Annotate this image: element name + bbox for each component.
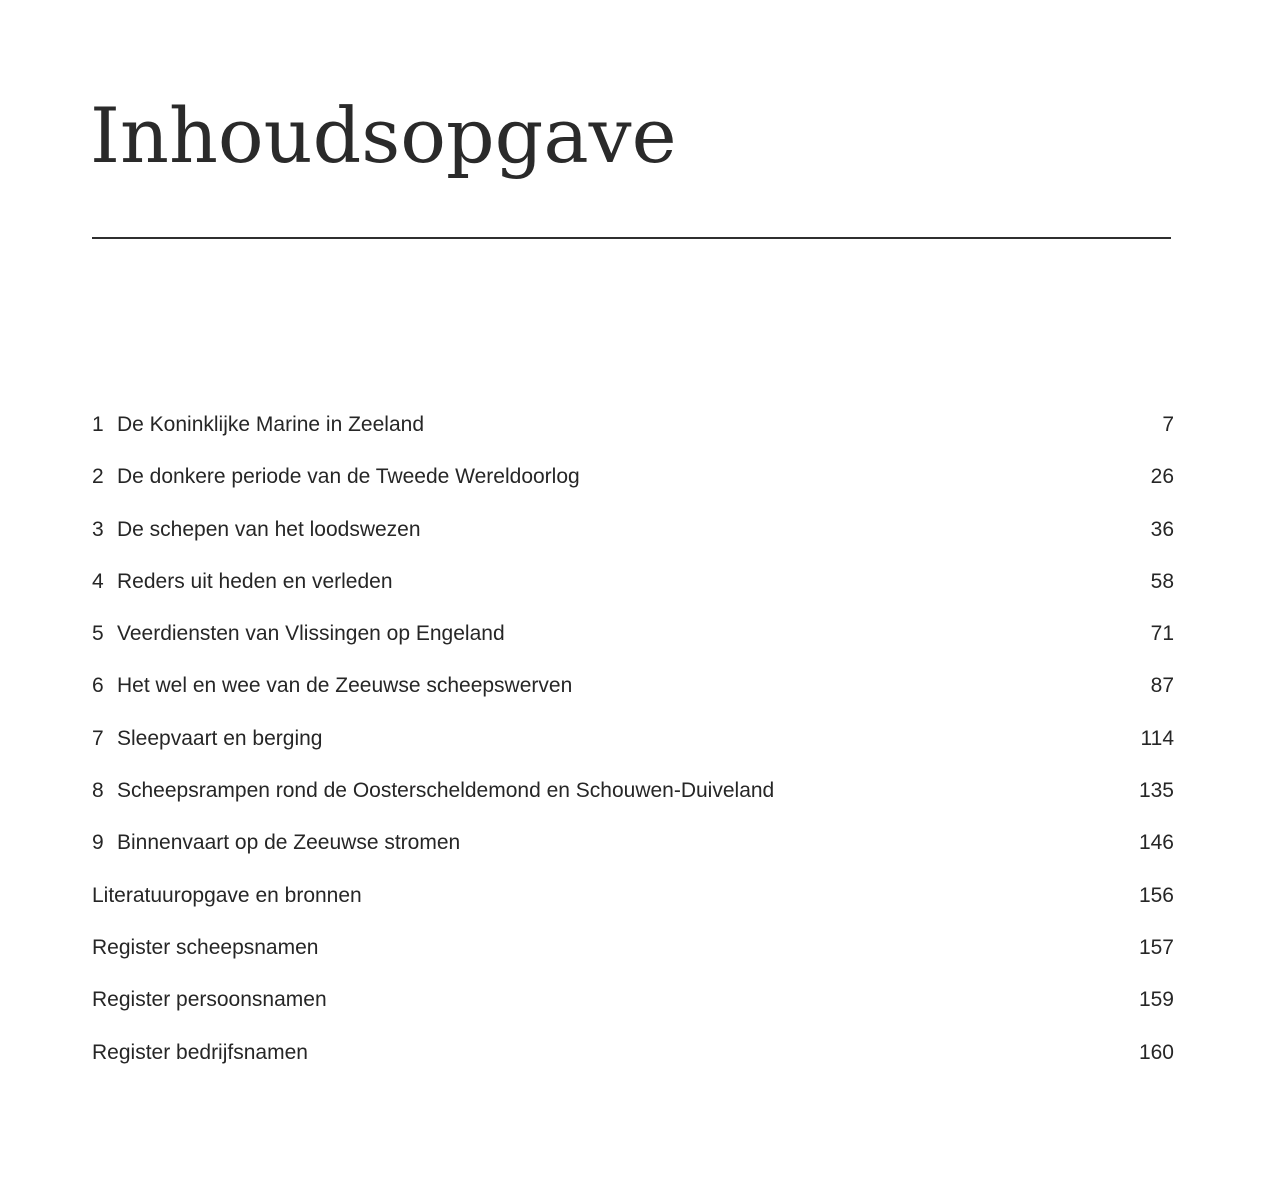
chapter-title: Het wel en wee van de Zeeuwse scheepswerven: [117, 674, 573, 698]
chapter-number: 6: [92, 674, 104, 698]
page-number: 135: [1138, 779, 1174, 803]
chapter-number: 4: [92, 569, 104, 593]
toc-entry-1: [92, 413, 1174, 465]
toc-entry-3: [92, 518, 1174, 570]
chapter-number: 9: [92, 831, 104, 855]
chapter-number: 2: [92, 465, 104, 489]
chapter-number: 3: [92, 517, 104, 541]
page-number: 146: [1138, 831, 1174, 855]
chapter-number: 1: [92, 413, 104, 436]
chapter-number: 7: [92, 726, 104, 750]
page-title: Inhoudsopgave: [90, 91, 677, 180]
toc-entry-register-ships: [92, 936, 1174, 988]
page-number: 36: [1150, 517, 1174, 541]
toc-entry-5: [92, 622, 1174, 674]
page-number: 156: [1138, 883, 1174, 907]
page-number: 157: [1138, 935, 1174, 959]
toc-entry-9: [92, 831, 1174, 883]
page-number: 26: [1150, 465, 1174, 489]
page-number: 160: [1138, 1040, 1174, 1064]
chapter-title: Veerdiensten van Vlissingen op Engeland: [117, 622, 505, 646]
toc-entry-8: [92, 779, 1174, 831]
toc-entry-4: [92, 570, 1174, 622]
chapter-number: 8: [92, 779, 104, 803]
chapter-title: De Koninklijke Marine in Zeeland: [117, 413, 424, 436]
toc-entry-6: [92, 674, 1174, 726]
table-of-contents: [92, 413, 1174, 1093]
section-title: Register scheepsnamen: [92, 935, 319, 959]
toc-entry-literature: [92, 884, 1174, 936]
toc-entry-7: [92, 727, 1174, 779]
toc-entry-register-companies: [92, 1041, 1174, 1093]
chapter-title: De schepen van het loodswezen: [117, 517, 421, 541]
title-divider: [92, 237, 1171, 239]
page-number: 87: [1150, 674, 1174, 698]
page-number: 159: [1138, 988, 1174, 1012]
section-title: Register persoonsnamen: [92, 988, 327, 1012]
toc-entry-2: [92, 465, 1174, 517]
chapter-title: De donkere periode van de Tweede Wereldoorlog: [117, 465, 580, 489]
page-number: 71: [1150, 622, 1174, 646]
chapter-title: Reders uit heden en verleden: [117, 569, 393, 593]
chapter-number: 5: [92, 622, 104, 646]
page-number: 114: [1140, 726, 1174, 750]
section-title: Literatuuropgave en bronnen: [92, 883, 362, 907]
page-number: 7: [1162, 413, 1174, 436]
page-number: 58: [1150, 569, 1174, 593]
chapter-title: Scheepsrampen rond de Oosterscheldemond en Schouwen-Duiveland: [117, 779, 775, 803]
chapter-title: Binnenvaart op de Zeeuwse stromen: [117, 831, 461, 855]
toc-entry-register-persons: [92, 988, 1174, 1040]
chapter-title: Sleepvaart en berging: [117, 726, 323, 750]
section-title: Register bedrijfsnamen: [92, 1040, 308, 1064]
